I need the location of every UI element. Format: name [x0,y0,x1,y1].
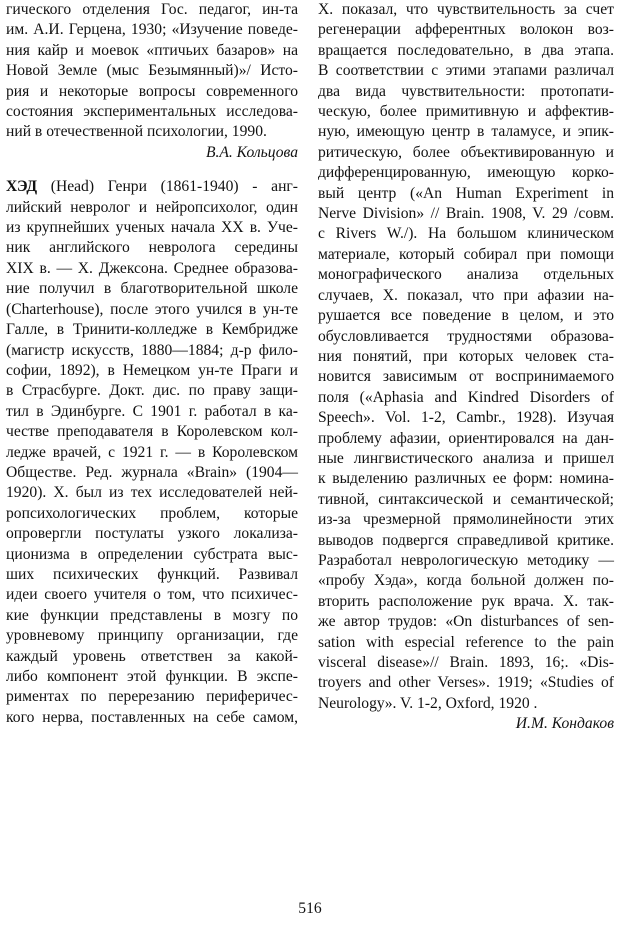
text-line: либо компонент этой функции. В экспе- [6,668,298,685]
text-line: гического отделения Гос. педагог, ин-та [6,1,298,18]
text-line: монографического анализа отдельных [318,266,614,284]
text-line: troyers and other Verses». 1919; «Studies of [318,674,614,692]
text-line: ционизма в определении субстрата выс- [6,545,298,563]
text-line: Галле, в Тринити-колледже в Кембридже [6,321,298,339]
text-line: лийский невролог и нейропсихолог, один [6,198,298,216]
text-line: случаев, X. показал, что при афазии на- [318,286,614,304]
previous-entry-author: В.А. Кольцова [205,143,298,161]
text-line: рия и некоторые вопросы современного [6,82,298,100]
right-column [318,0,614,735]
text-line: к выделению различных ее форм: номина- [318,470,614,488]
text-line: материале, который собирал при помощи [318,245,614,263]
previous-entry-continuation [6,0,298,143]
text-line: Neurology». V. 1-2, Oxford, 1920 . [318,694,538,712]
text-line: честве преподавателя в Королевском кол- [6,423,298,441]
text-line: два вида чувствительности: протопати- [318,82,614,100]
text-line: в Страсбурге. Докт. дис. по праву защи- [6,382,298,400]
text-line: поля («Aphasia and Kindred Disorders of [318,388,614,406]
text-line: им. А.И. Герцена, 1930; «Изучение поведе- [6,21,298,39]
entry-headword: ХЭД [6,178,38,196]
text-line: обусловливается трудностями образова- [318,327,614,345]
text-line: выводов подвергся справедливой критике. [318,531,614,549]
text-line: Nerve Division» // Brain. 1908, V. 29 /совм. [318,205,614,223]
entry-first-line [6,177,298,197]
entry-first-line-text: (Head) Генри (1861-1940) - анг- [37,178,298,196]
text-line: вторить расположение рук врача. X. так- [318,592,614,610]
text-line: X. показал, что чувствительность за счет [318,1,614,18]
entry-author: И.М. Кондаков [515,715,614,733]
text-line: кие функции представлены в мозгу по [6,606,298,624]
text-line: ник английского невролога середины [6,239,298,257]
text-line: Разработал неврологическую методику — [318,551,614,569]
text-line: состояния экспериментальных исследова- [6,103,298,121]
text-line: из-за чрезмерной прямолинейности этих [318,511,614,529]
text-line: ний в отечественной психологии, 1990. [6,123,267,141]
entry-spacer [6,163,298,177]
text-line: ческую, более примитивную и аффектив- [318,103,614,121]
text-line: ние получил в благотворительной школе [6,280,298,298]
text-line: новится зависимым от воспринимаемого [318,368,614,386]
text-line: ные лингвистического анализа и пришел [318,449,614,467]
text-line: из крупнейших ученых начала XX в. Уче- [6,219,298,237]
text-line: риментах по перерезанию периферичес- [6,688,298,706]
text-line: с Rivers W./). На большом клиническом [318,225,614,243]
text-line: Обществе. Ред. журнала «Brain» (1904— [6,463,298,481]
text-line: софии, 1892), в Немецком ун-те Праги и [6,361,298,379]
text-line: 1920). X. был из тех исследователей ней- [6,484,298,502]
text-line: вращается последовательно, в два этапа. [318,41,614,59]
text-line: «пробу Хэда», когда больной должен по- [318,572,614,590]
text-line: ших психических функций. Развивал [6,565,298,583]
text-line: дифференцированную, имеющую корко- [318,164,614,182]
entry-head-body-right [318,0,614,714]
text-line: кого нерва, поставленных на себе самом, [6,708,298,726]
text-line: ледже врачей, с 1921 г. — в Королевском [6,443,298,461]
text-line: уровневому принципу организации, где [6,627,298,645]
text-line: Новой Земле (мыс Безымянный)»/ Исто- [6,62,298,80]
text-line: же автор трудов: «On disturbances of sen- [318,613,614,631]
text-line: опровергли постулаты узкого локализа- [6,525,298,543]
text-line: ропсихологических проблем, которые [6,504,298,522]
text-line: (магистр искусств, 1880—1884; д-р фило- [6,341,298,359]
text-line: рушается все поведение в целом, и это [318,307,614,325]
text-line: sation with especial reference to the pain [318,633,614,651]
text-line: каждый уровень ответствен за какой- [6,647,298,665]
left-column [6,0,298,728]
text-line: visceral disease»// Brain. 1893, 16;. «Dis- [318,654,614,671]
text-line: В соответствии с этими этапами различал [318,62,614,80]
text-line: идеи своего учителя о том, что психичес- [6,586,298,604]
text-line: вый центр («An Human Experiment in [318,184,614,202]
text-line: ную, имеющую центр в таламусе, и эпик- [318,123,614,141]
text-line: ния кайр и моевок «птичьих базаров» на [6,41,298,59]
text-line: (Charterhouse), после этого учился в ун-те [6,300,298,318]
page-number: 516 [298,900,322,917]
text-line: тивной, синтаксической и семантической; [318,490,614,508]
text-line: XIX в. — X. Джексона. Среднее образова- [6,259,298,277]
text-line: тил в Эдинбурге. С 1901 г. работал в ка- [6,402,298,420]
text-line: ния понятий, при которых человек ста- [318,347,614,365]
text-line: ритическую, более объективированную и [318,143,614,161]
text-line: Speech». Vol. 1-2, Cambr., 1928). Изучая [318,409,614,427]
text-line: регенерации афферентных волокон воз- [318,21,614,39]
text-line: проблему афазии, ориентировался на дан- [318,429,614,447]
entry-head-body-left [6,198,298,729]
